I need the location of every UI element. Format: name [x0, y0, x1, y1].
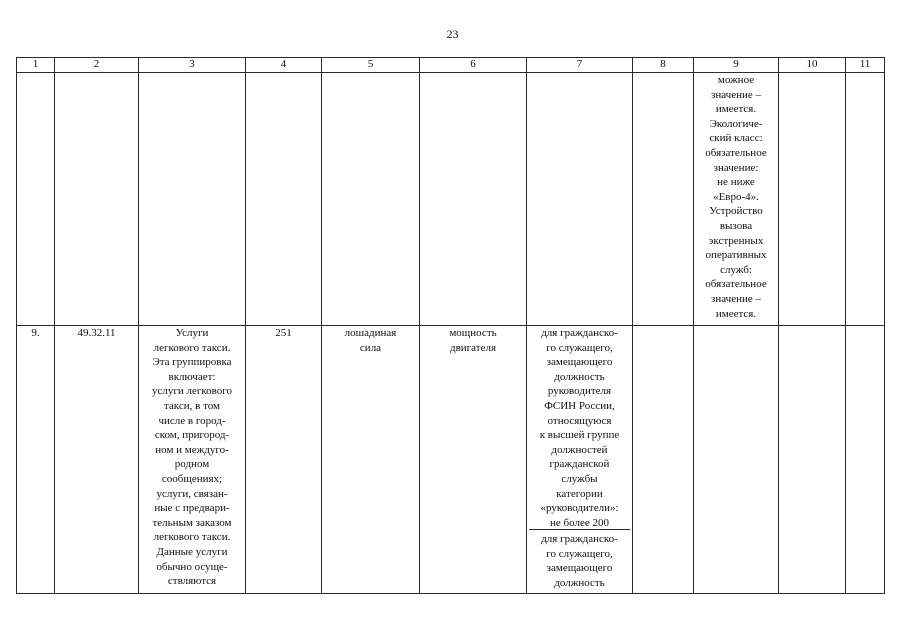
value-subcell-next: для гражданско- го служащего, замещающего должность	[529, 529, 630, 590]
continuation-cell-1	[17, 73, 55, 326]
unit-code: 251	[275, 327, 292, 339]
row9-characteristic-cell	[420, 326, 527, 594]
continuation-cell-3	[139, 73, 246, 326]
column-header-7: 7	[527, 58, 633, 73]
requirements-table	[16, 57, 885, 594]
continuation-cell-5	[322, 73, 420, 326]
header-row	[17, 58, 885, 73]
characteristic-name: мощность двигателя	[449, 327, 497, 354]
unit-name: лошадиная сила	[344, 327, 397, 354]
continuation-cell-10	[779, 73, 846, 326]
row9-unit-name-cell	[322, 326, 420, 594]
continuation-cell-11	[846, 73, 885, 326]
column-header-6: 6	[420, 58, 527, 73]
continuation-cell-7	[527, 73, 633, 326]
continuation-cell-9	[694, 73, 779, 326]
row9-cell-9	[694, 326, 779, 594]
row9-number-cell	[17, 326, 55, 594]
row-number: 9.	[31, 327, 40, 339]
row9-code-cell	[55, 326, 139, 594]
continuation-cell-2	[55, 73, 139, 326]
continuation-row	[17, 73, 885, 326]
row9-unit-code-cell	[246, 326, 322, 594]
row9-cell-11	[846, 326, 885, 594]
column-header-3: 3	[139, 58, 246, 73]
column-header-2: 2	[55, 58, 139, 73]
table-header	[17, 58, 885, 73]
column-header-8: 8	[633, 58, 694, 73]
row9-value-cell	[527, 326, 633, 594]
value-subcells	[529, 326, 630, 590]
column-header-5: 5	[322, 58, 420, 73]
okpd-code: 49.32.11	[77, 327, 116, 339]
row9-cell-8	[633, 326, 694, 594]
column-header-1: 1	[17, 58, 55, 73]
column-header-11: 11	[846, 58, 885, 73]
characteristic-values-text: можное значение – имеется. Экологиче- ский класс: обязательное значение: не ниже «Евро-4». Устройство вызова экстренных оперативных служб: обязательное значение – имеется.	[705, 74, 767, 320]
continuation-cell-8	[633, 73, 694, 326]
row9-cell-10	[779, 326, 846, 594]
value-subcell-head: для гражданско- го служащего, замещающего должность руководителя ФСИН России, относящуюся к высшей группе должностей гражданской службы категории «руководители»: не более 200	[539, 327, 620, 529]
table-row-9	[17, 326, 885, 594]
column-header-10: 10	[779, 58, 846, 73]
service-description: Услуги легкового такси. Эта группировка включает: услуги легкового такси, в том числе в город- ском, пригород- ном и междуго- родном сообщениях; услуги, связан- ные с предвари- тельным заказом легкового такси. Данные услуги обычно осуще- ствляются	[151, 327, 233, 588]
column-header-9: 9	[694, 58, 779, 73]
continuation-cell-6	[420, 73, 527, 326]
column-header-4: 4	[246, 58, 322, 73]
page-number: 23	[446, 27, 459, 41]
row9-service-cell	[139, 326, 246, 594]
continuation-cell-4	[246, 73, 322, 326]
